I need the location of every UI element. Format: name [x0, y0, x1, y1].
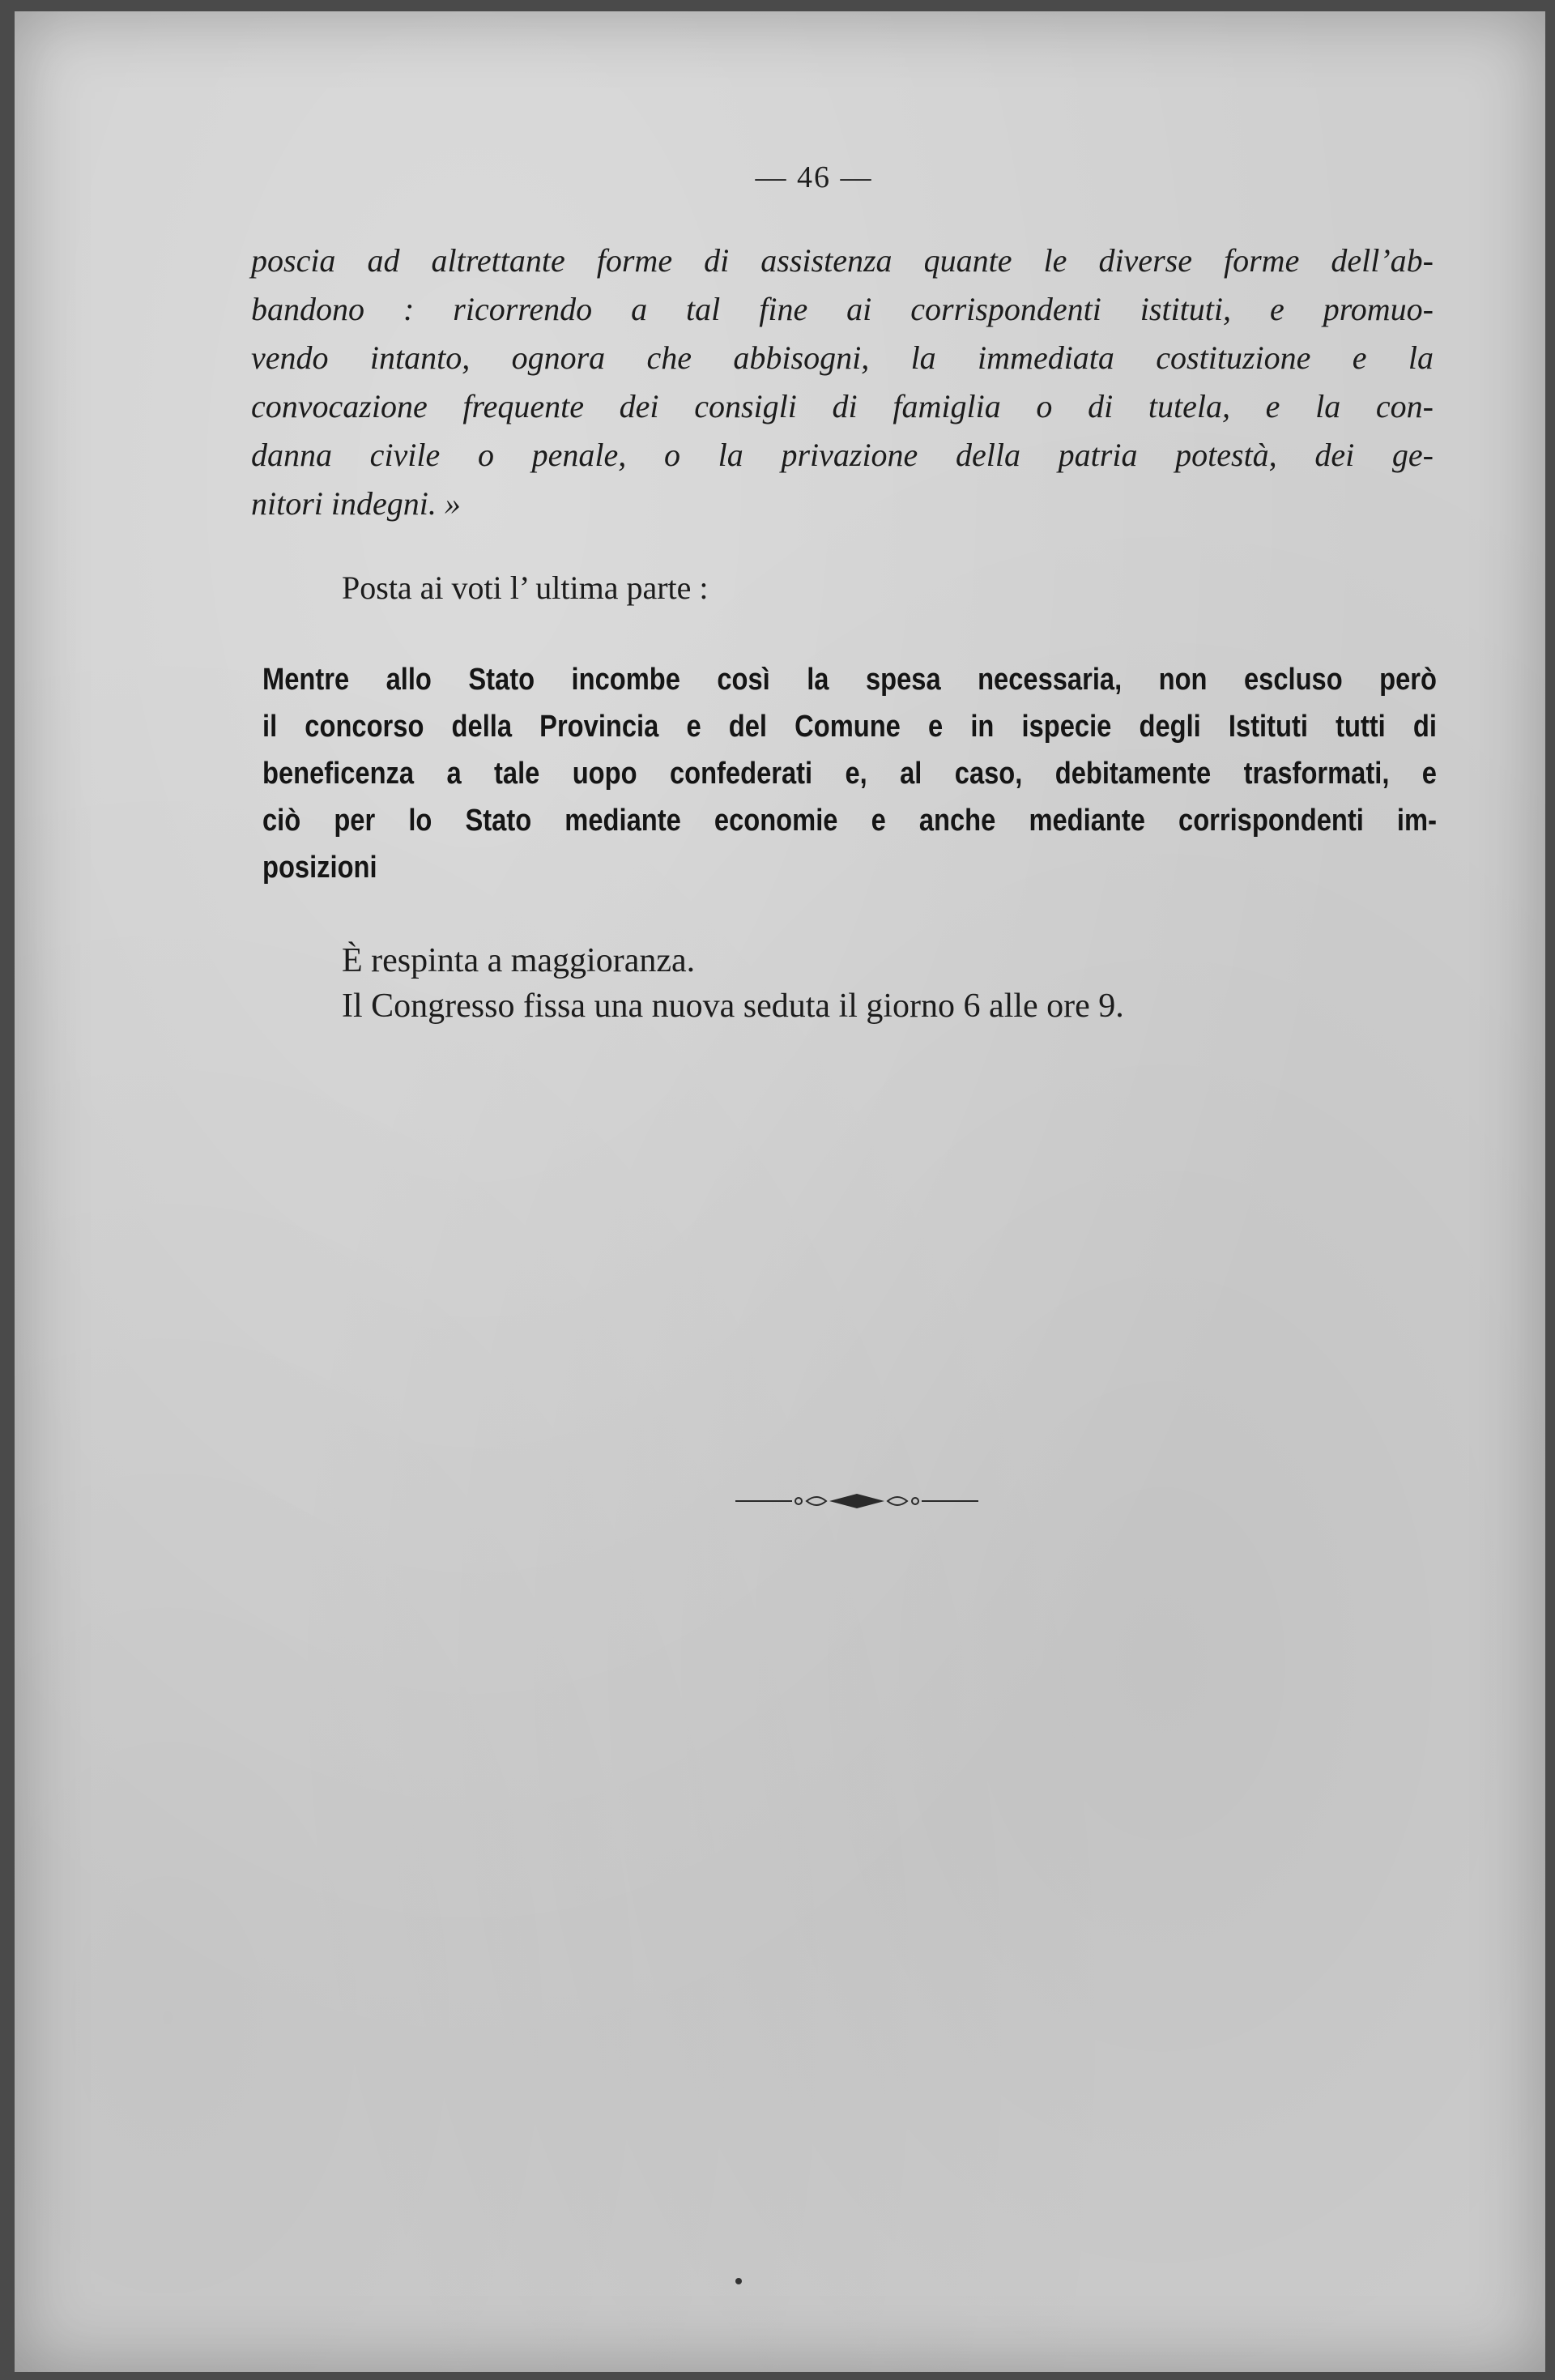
text-line: nitori indegni. » — [251, 485, 461, 522]
italic-paragraph — [251, 237, 1434, 528]
vote-intro: Posta ai voti l’ ultima parte : — [342, 569, 709, 606]
text-line: Mentre allo Stato incombe così la spesa necessaria, non escluso però — [262, 663, 1437, 697]
vote-result: È respinta a maggioranza. — [342, 942, 696, 979]
ornamental-divider-icon — [735, 1491, 978, 1512]
page — [15, 11, 1545, 2372]
print-dot — [735, 2278, 742, 2284]
text-line: ciò per lo Stato mediante economie e anche mediante corrispondenti im- — [262, 804, 1437, 838]
bold-motion-paragraph — [262, 656, 1437, 891]
next-session-note: Il Congresso fissa una nuova seduta il giorno 6 alle ore 9. — [342, 987, 1124, 1025]
text-line: posizioni — [262, 851, 377, 885]
text-line: danna civile o penale, o la privazione della patria potestà, dei ge- — [251, 437, 1434, 473]
text-line: vendo intanto, ognora che abbisogni, la immediata costituzione e la — [251, 339, 1434, 376]
text-line: il concorso della Provincia e del Comune e in ispecie degli Istituti tutti di — [262, 710, 1437, 744]
text-line: convocazione frequente dei consigli di famiglia o di tutela, e la con- — [251, 388, 1434, 424]
text-line: bandono : ricorrendo a tal fine ai corrispondenti istituti, e promuo- — [251, 291, 1434, 327]
text-line: poscia ad altrettante forme di assistenza quante le diverse forme dell’ab- — [251, 242, 1434, 279]
text-line: beneficenza a tale uopo confederati e, al caso, debitamente trasformati, e — [262, 757, 1437, 791]
page-number: — 46 — — [755, 160, 873, 194]
